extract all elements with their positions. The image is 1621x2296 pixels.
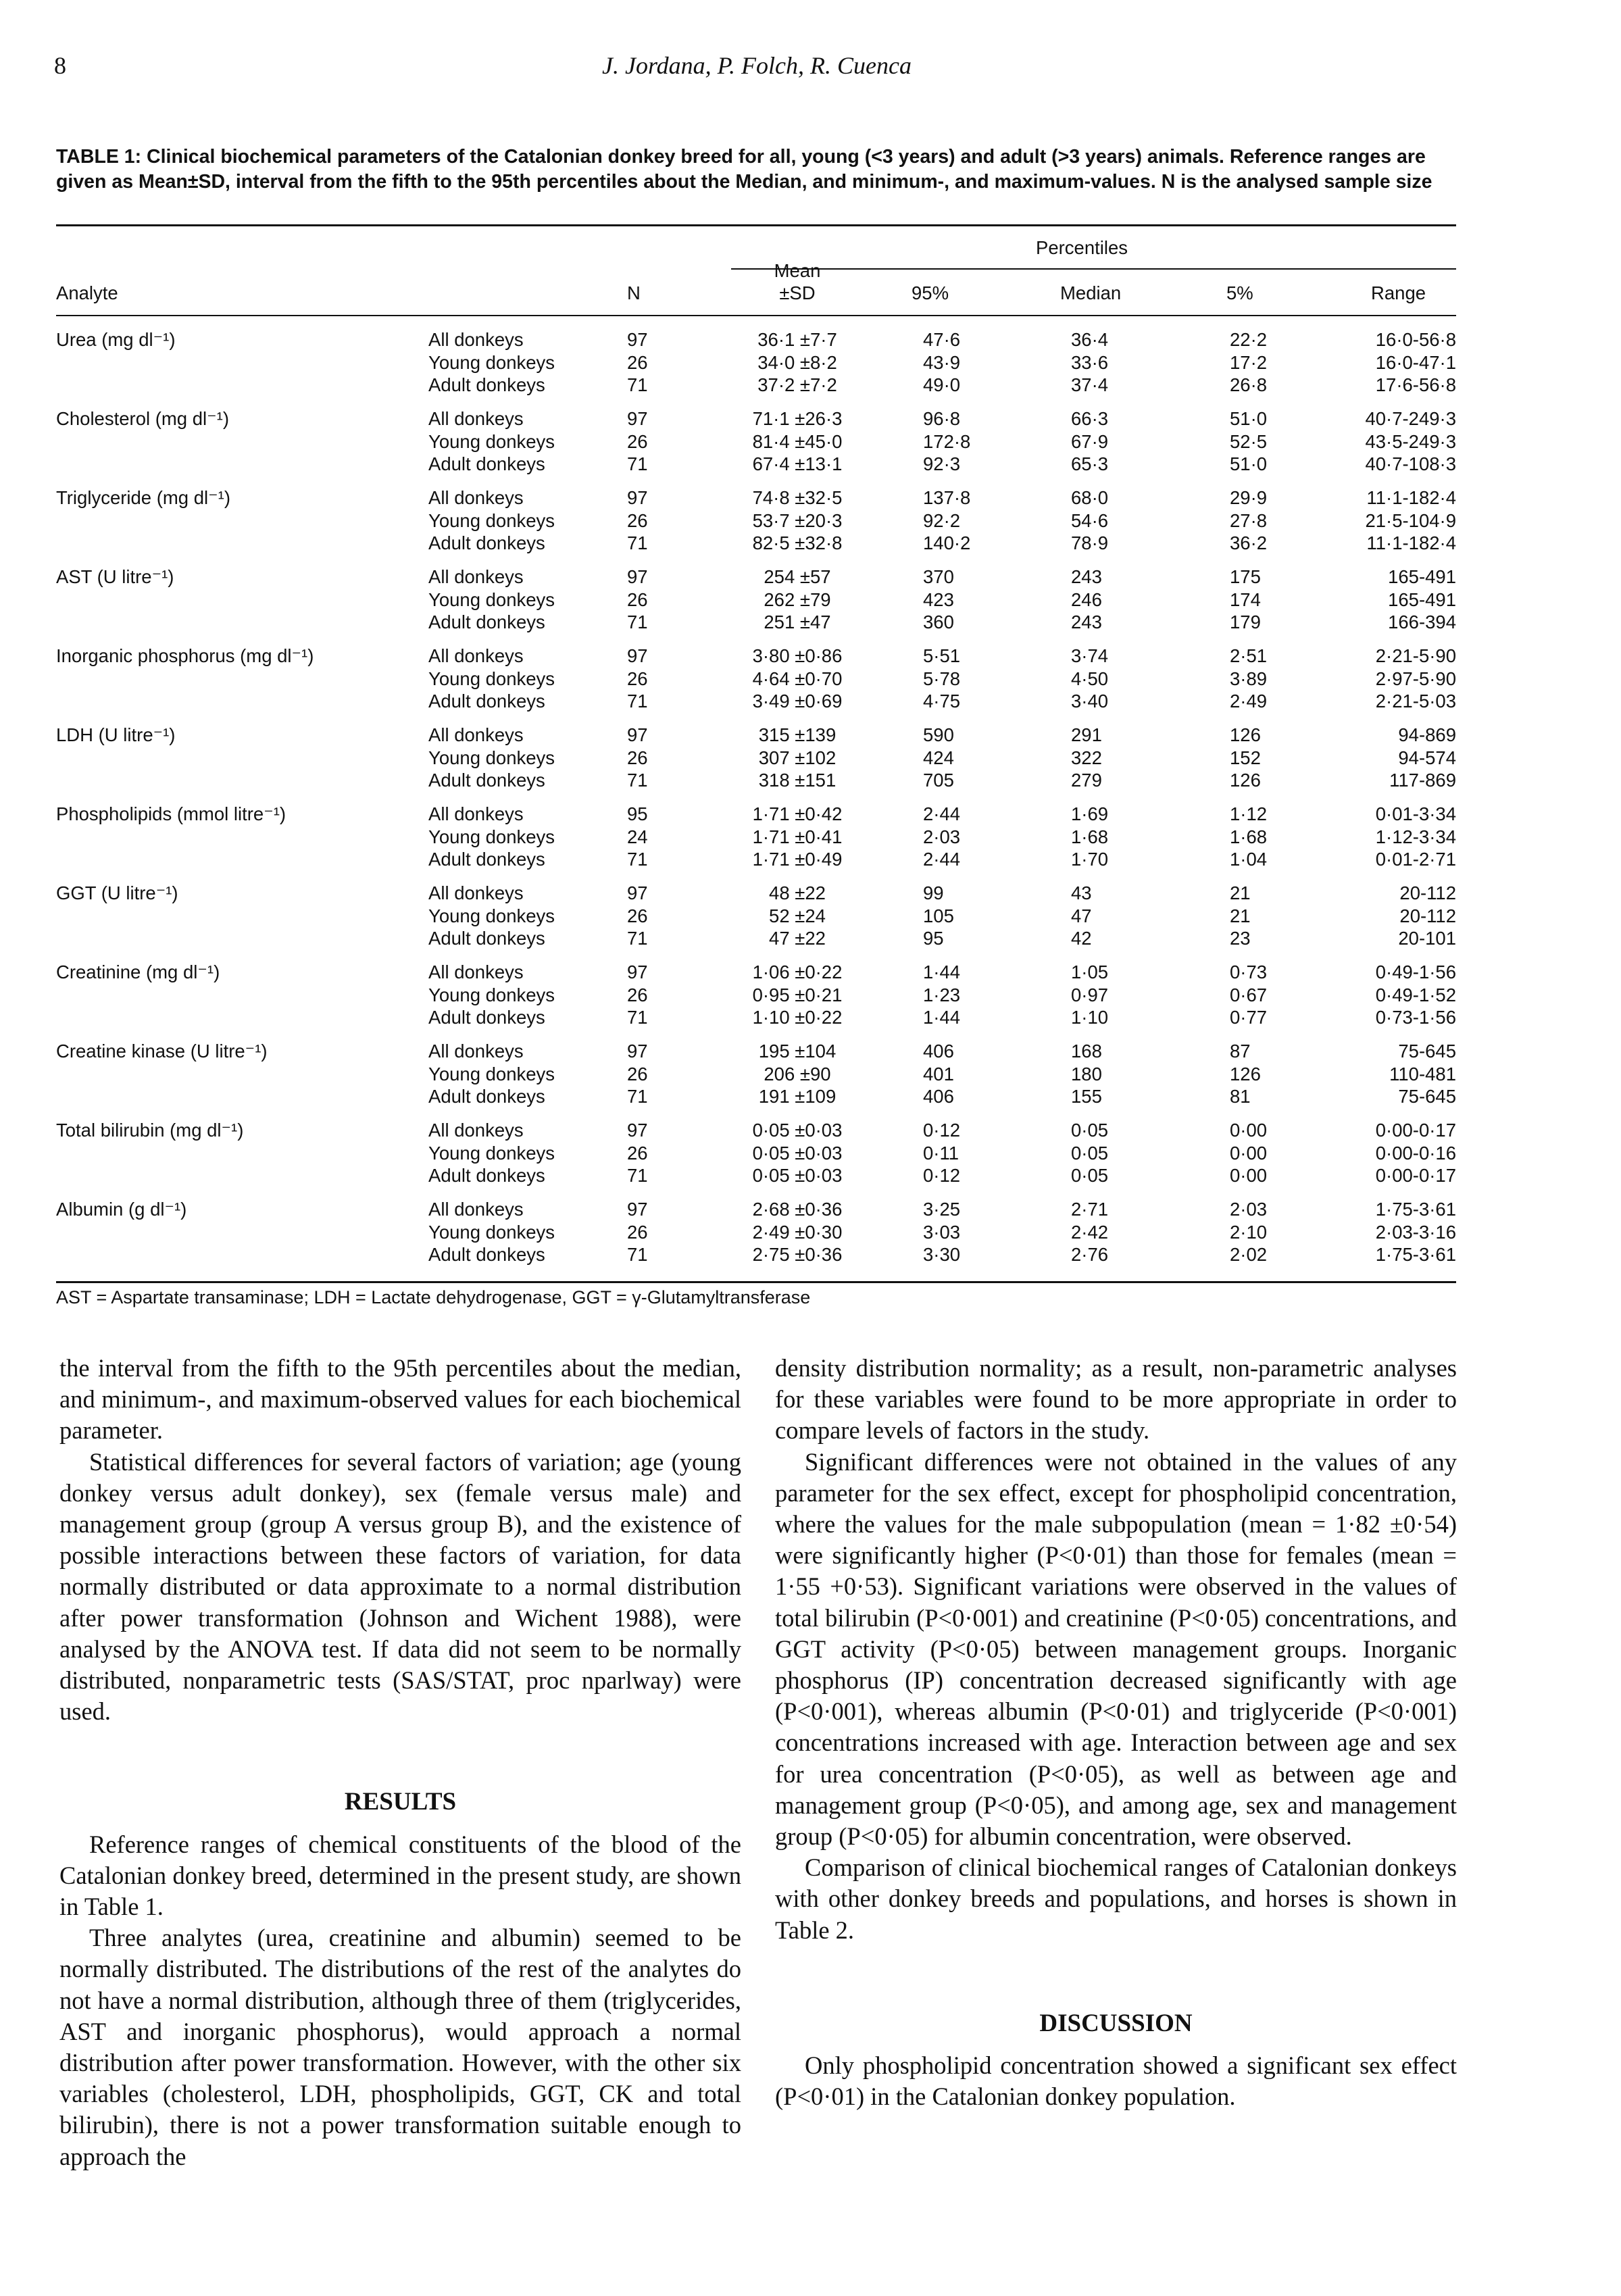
table-cell-range: 165-491 bbox=[1388, 589, 1456, 610]
table-cell-p5: 36·2 bbox=[1230, 532, 1268, 554]
table-cell-p5: 0·00 bbox=[1230, 1165, 1268, 1187]
table-cell-mean: 0·95 ±0·21 bbox=[752, 984, 843, 1005]
table-cell-group: All donkeys bbox=[428, 882, 524, 903]
table-cell-p95: 1·23 bbox=[923, 984, 961, 1005]
table-cell-mean: 71·1 ±26·3 bbox=[752, 408, 843, 429]
table-cell-median: 291 bbox=[1071, 724, 1102, 745]
table-cell-median: 1·68 bbox=[1071, 826, 1109, 847]
table-cell-group: All donkeys bbox=[428, 724, 524, 745]
table-cell-range: 21·5-104·9 bbox=[1365, 509, 1456, 531]
table-cell-range: 16·0-56·8 bbox=[1375, 329, 1456, 350]
table-cell-p95: 406 bbox=[923, 1041, 954, 1062]
table-cell-p5: 51·0 bbox=[1230, 453, 1268, 475]
table-cell-range: 2·03-3·16 bbox=[1375, 1221, 1456, 1243]
table-cell-median: 66·3 bbox=[1071, 408, 1109, 429]
table-cell-range: 2·21-5·90 bbox=[1375, 645, 1456, 666]
table-cell-n: 71 bbox=[627, 374, 648, 396]
table-cell-p5: 0·67 bbox=[1230, 984, 1268, 1005]
table-cell-p5: 126 bbox=[1230, 724, 1261, 745]
table-cell-p5: 87 bbox=[1230, 1041, 1251, 1062]
paragraph: the interval from the fifth to the 95th percentiles about the median, and minimum-, and maximum-observed values for each biochemical parameter. bbox=[59, 1354, 741, 1445]
table-cell-range: 16·0-47·1 bbox=[1375, 351, 1456, 373]
table-cell-p95: 0·12 bbox=[923, 1120, 961, 1141]
table-footnote: AST = Aspartate transaminase; LDH = Lactate dehydrogenase, GGT = γ-Glutamyltransferase bbox=[56, 1287, 811, 1307]
table-cell-group: Adult donkeys bbox=[428, 1007, 545, 1028]
table-cell-p5: 81 bbox=[1230, 1086, 1251, 1107]
table-cell-p5: 126 bbox=[1230, 1063, 1261, 1084]
col-header-median: Median bbox=[1060, 282, 1122, 303]
analyte-label: GGT (U litre⁻¹) bbox=[56, 882, 178, 903]
table-cell-median: 246 bbox=[1071, 589, 1102, 610]
table-cell-mean: 2·49 ±0·30 bbox=[752, 1221, 843, 1243]
page-number: 8 bbox=[54, 52, 66, 79]
col-header-range: Range bbox=[1371, 282, 1426, 303]
table-cell-group: Adult donkeys bbox=[428, 928, 545, 949]
table-cell-n: 97 bbox=[627, 645, 648, 666]
table-cell-p95: 2·44 bbox=[923, 849, 961, 870]
table-cell-p95: 3·30 bbox=[923, 1244, 961, 1266]
table-cell-mean: 251 ±47 bbox=[764, 612, 831, 633]
table-cell-range: 20-101 bbox=[1398, 928, 1456, 949]
analyte-label: Creatinine (mg dl⁻¹) bbox=[56, 962, 220, 982]
table-cell-median: 0·05 bbox=[1071, 1120, 1109, 1141]
table-cell-p95: 424 bbox=[923, 747, 954, 768]
table-cell-n: 26 bbox=[627, 589, 648, 610]
table-cell-range: 165-491 bbox=[1388, 566, 1456, 587]
table-cell-p5: 0·00 bbox=[1230, 1120, 1268, 1141]
table-cell-p5: 152 bbox=[1230, 747, 1261, 768]
analyte-label: Creatine kinase (U litre⁻¹) bbox=[56, 1041, 268, 1062]
table-cell-range: 20-112 bbox=[1399, 882, 1456, 903]
table-cell-p5: 52·5 bbox=[1230, 430, 1268, 452]
table-cell-range: 94-574 bbox=[1398, 747, 1456, 768]
table-cell-p5: 0·77 bbox=[1230, 1007, 1268, 1028]
text-column-left bbox=[59, 1353, 741, 2172]
table-cell-mean: 206 ±90 bbox=[764, 1063, 831, 1084]
table-cell-n: 97 bbox=[627, 566, 648, 587]
table-cell-median: 0·97 bbox=[1071, 984, 1109, 1005]
table-cell-group: All donkeys bbox=[428, 1199, 524, 1220]
table-cell-n: 71 bbox=[627, 1165, 648, 1187]
table-cell-n: 95 bbox=[627, 803, 648, 824]
table-cell-n: 26 bbox=[627, 1142, 648, 1164]
table-cell-n: 97 bbox=[627, 962, 648, 982]
table-cell-mean: 1·06 ±0·22 bbox=[752, 962, 843, 982]
table-cell-p5: 21 bbox=[1230, 905, 1251, 926]
table-cell-mean: 315 ±139 bbox=[758, 724, 837, 745]
table-cell-mean: 37·2 ±7·2 bbox=[757, 374, 837, 396]
table-cell-group: All donkeys bbox=[428, 487, 524, 508]
table-cell-group: Young donkeys bbox=[428, 589, 555, 610]
table-cell-n: 26 bbox=[627, 509, 648, 531]
table-cell-range: 43·5-249·3 bbox=[1365, 430, 1456, 452]
paragraph: Significant differences were not obtained in the values of any parameter for the sex effect, except for phospholipid concentration, where the values for the male subpopulation (mean = 1·82 ±0·54) were significantly higher (P<0·01) than those for females (mean = 1·55 +0·53). Significant variations were observed in the values of total bilirubin (P<0·001) and creatinine (P<0·05) concentrations, and GGT activity (P<0·05) between management groups. Inorganic phosphorus (IP) concentration decreased significantly with age (P<0·001), whereas albumin (P<0·01) and triglyceride (P<0·001) concentrations increased with age. Interaction between age and sex for urea concentration (P<0·05), as well as between age and management group (P<0·05), and among age, sex and management group (P<0·05) for albumin concentration, were observed. bbox=[775, 1447, 1457, 1851]
table-cell-p95: 92·3 bbox=[923, 453, 961, 475]
col-header-analyte: Analyte bbox=[56, 282, 118, 303]
table-cell-p95: 1·44 bbox=[923, 962, 961, 982]
table-cell-range: 2·21-5·03 bbox=[1375, 691, 1456, 712]
table-cell-group: Young donkeys bbox=[428, 984, 555, 1005]
table-cell-n: 97 bbox=[627, 1199, 648, 1220]
table-cell-group: Young donkeys bbox=[428, 1063, 555, 1084]
table-cell-mean: 191 ±109 bbox=[758, 1086, 837, 1107]
table-cell-mean: 0·05 ±0·03 bbox=[752, 1165, 843, 1187]
paragraph: Only phospholipid concentration showed a significant sex effect (P<0·01) in the Catalonian donkey population. bbox=[775, 2051, 1457, 2111]
table-cell-mean: 2·75 ±0·36 bbox=[752, 1244, 843, 1266]
table-cell-group: All donkeys bbox=[428, 1120, 524, 1141]
table-cell-p95: 3·25 bbox=[923, 1199, 961, 1220]
table-cell-p95: 2·44 bbox=[923, 803, 961, 824]
table-cell-group: Adult donkeys bbox=[428, 453, 545, 475]
table-cell-group: Young donkeys bbox=[428, 905, 555, 926]
table-cell-p95: 370 bbox=[923, 566, 954, 587]
table-cell-median: 1·70 bbox=[1071, 849, 1109, 870]
table-cell-p95: 0·12 bbox=[923, 1165, 961, 1187]
table-cell-group: All donkeys bbox=[428, 408, 524, 429]
table-cell-range: 11·1-182·4 bbox=[1366, 532, 1456, 554]
table-cell-range: 40·7-108·3 bbox=[1365, 453, 1456, 475]
analyte-label: Total bilirubin (mg dl⁻¹) bbox=[56, 1120, 244, 1141]
col-header-n: N bbox=[627, 282, 641, 303]
table-cell-mean: 47 ±22 bbox=[769, 928, 826, 949]
table-cell-range: 1·75-3·61 bbox=[1375, 1244, 1456, 1266]
table-cell-mean: 82·5 ±32·8 bbox=[752, 532, 843, 554]
table-cell-group: All donkeys bbox=[428, 329, 524, 350]
paragraph: density distribution normality; as a result, non-parametric analyses for these variables were found to be more appropriate in order to compare levels of factors in the study. bbox=[775, 1354, 1457, 1445]
table-cell-n: 71 bbox=[627, 1244, 648, 1266]
table-cell-n: 24 bbox=[627, 826, 648, 847]
col-header-p95: 95% bbox=[912, 282, 949, 303]
table-cell-p95: 423 bbox=[923, 589, 954, 610]
table-cell-n: 97 bbox=[627, 724, 648, 745]
table-cell-n: 26 bbox=[627, 1063, 648, 1084]
table-cell-median: 36·4 bbox=[1071, 329, 1109, 350]
section-heading-results: RESULTS bbox=[344, 1788, 457, 1816]
table-cell-median: 0·05 bbox=[1071, 1142, 1109, 1164]
table-cell-median: 1·05 bbox=[1071, 962, 1109, 982]
table-cell-median: 2·71 bbox=[1071, 1199, 1109, 1220]
table-caption: TABLE 1: Clinical biochemical parameters of the Catalonian donkey breed for all, young (<3 years) and adult (>3 years) animals. Reference ranges are given as Mean±SD, interval from the fifth to the 95th percentiles about the Median, and minimum-, and maximum-values. N is the analysed sample size bbox=[56, 146, 1432, 193]
table-cell-p95: 43·9 bbox=[923, 351, 961, 373]
table-cell-group: Young donkeys bbox=[428, 509, 555, 531]
table-cell-p5: 0·00 bbox=[1230, 1142, 1268, 1164]
table-cell-median: 155 bbox=[1071, 1086, 1102, 1107]
table-cell-p5: 2·03 bbox=[1230, 1199, 1268, 1220]
table-cell-n: 71 bbox=[627, 770, 648, 791]
table-cell-group: Young donkeys bbox=[428, 1221, 555, 1243]
table-cell-median: 180 bbox=[1071, 1063, 1102, 1084]
table-cell-group: Young donkeys bbox=[428, 826, 555, 847]
table-cell-median: 1·69 bbox=[1071, 803, 1109, 824]
table-cell-p5: 175 bbox=[1230, 566, 1261, 587]
table-cell-p95: 96·8 bbox=[923, 408, 961, 429]
table-cell-median: 322 bbox=[1071, 747, 1102, 768]
table-cell-median: 4·50 bbox=[1071, 668, 1109, 689]
table-cell-range: 1·12-3·34 bbox=[1375, 826, 1456, 847]
table-cell-p5: 126 bbox=[1230, 770, 1261, 791]
table-cell-mean: 262 ±79 bbox=[764, 589, 831, 610]
percentiles-rule bbox=[731, 268, 1456, 270]
table-cell-median: 243 bbox=[1071, 566, 1102, 587]
table-cell-p5: 26·8 bbox=[1230, 374, 1268, 396]
table-cell-range: 166-394 bbox=[1388, 612, 1456, 633]
table-cell-p5: 23 bbox=[1230, 928, 1251, 949]
table-cell-n: 26 bbox=[627, 430, 648, 452]
table-cell-mean: 1·71 ±0·49 bbox=[752, 849, 843, 870]
table-cell-range: 1·75-3·61 bbox=[1375, 1199, 1456, 1220]
table-cell-group: Adult donkeys bbox=[428, 1086, 545, 1107]
section-heading-discussion: DISCUSSION bbox=[1039, 2009, 1193, 2037]
table-cell-mean: 307 ±102 bbox=[758, 747, 837, 768]
table-cell-p95: 95 bbox=[923, 928, 944, 949]
col-header-sd: ±SD bbox=[779, 282, 816, 303]
paragraph: Comparison of clinical biochemical ranges of Catalonian donkeys with other donkey breeds and populations, and horses is shown in Table 2. bbox=[775, 1853, 1457, 1944]
table-cell-group: All donkeys bbox=[428, 803, 524, 824]
table-cell-median: 42 bbox=[1071, 928, 1092, 949]
table-cell-p5: 17·2 bbox=[1230, 351, 1268, 373]
table-cell-range: 0·49-1·52 bbox=[1375, 984, 1456, 1005]
analyte-label: Triglyceride (mg dl⁻¹) bbox=[56, 487, 230, 508]
table-cell-n: 97 bbox=[627, 882, 648, 903]
table-cell-n: 71 bbox=[627, 453, 648, 475]
table-cell-median: 43 bbox=[1071, 882, 1092, 903]
table-cell-p5: 2·51 bbox=[1230, 645, 1268, 666]
table-cell-p5: 179 bbox=[1230, 612, 1261, 633]
table-cell-median: 65·3 bbox=[1071, 453, 1109, 475]
table-cell-n: 71 bbox=[627, 928, 648, 949]
table-cell-p95: 1·44 bbox=[923, 1007, 961, 1028]
table-cell-range: 75-645 bbox=[1398, 1086, 1456, 1107]
table-cell-n: 26 bbox=[627, 1221, 648, 1243]
table-cell-n: 26 bbox=[627, 668, 648, 689]
table-cell-p5: 51·0 bbox=[1230, 408, 1268, 429]
table-cell-range: 2·97-5·90 bbox=[1375, 668, 1456, 689]
table-cell-n: 97 bbox=[627, 487, 648, 508]
table-cell-group: Adult donkeys bbox=[428, 770, 545, 791]
table-cell-range: 17·6-56·8 bbox=[1375, 374, 1456, 396]
table-cell-p5: 2·02 bbox=[1230, 1244, 1268, 1266]
table-cell-group: Adult donkeys bbox=[428, 612, 545, 633]
analyte-label: AST (U litre⁻¹) bbox=[56, 566, 174, 587]
table-cell-n: 26 bbox=[627, 905, 648, 926]
table-cell-group: Adult donkeys bbox=[428, 374, 545, 396]
table-cell-range: 0·00-0·16 bbox=[1375, 1142, 1456, 1164]
table-cell-p5: 21 bbox=[1230, 882, 1251, 903]
table-cell-p95: 360 bbox=[923, 612, 954, 633]
table-cell-range: 0·00-0·17 bbox=[1375, 1165, 1456, 1187]
table-cell-n: 71 bbox=[627, 532, 648, 554]
table-cell-p95: 4·75 bbox=[923, 691, 961, 712]
paragraph: Three analytes (urea, creatinine and albumin) seemed to be normally distributed. The distributions of the rest of the analytes do not have a normal distribution, although three of them (triglycerides, AST and inorganic phosphorus), would approach a normal distribution after power transformation. However, with the other six variables (cholesterol, LDH, phospholipids, GGT, CK and total bilirubin), there is not a power transformation suitable enough to approach the bbox=[59, 1924, 741, 2170]
table-cell-n: 97 bbox=[627, 329, 648, 350]
table-cell-mean: 1·71 ±0·41 bbox=[752, 826, 843, 847]
table-cell-p95: 172·8 bbox=[923, 430, 971, 452]
table-cell-p5: 1·68 bbox=[1230, 826, 1268, 847]
table-cell-mean: 1·10 ±0·22 bbox=[752, 1007, 843, 1028]
analyte-label: Urea (mg dl⁻¹) bbox=[56, 329, 176, 350]
table-cell-p95: 105 bbox=[923, 905, 954, 926]
table-cell-p5: 27·8 bbox=[1230, 509, 1268, 531]
table-cell-n: 26 bbox=[627, 747, 648, 768]
table-cell-range: 20-112 bbox=[1399, 905, 1456, 926]
table-cell-range: 94-869 bbox=[1398, 724, 1456, 745]
table-cell-mean: 3·49 ±0·69 bbox=[752, 691, 843, 712]
table-cell-group: All donkeys bbox=[428, 566, 524, 587]
table-cell-mean: 0·05 ±0·03 bbox=[752, 1120, 843, 1141]
table-cell-p95: 2·03 bbox=[923, 826, 961, 847]
table-cell-group: All donkeys bbox=[428, 962, 524, 982]
table-cell-median: 78·9 bbox=[1071, 532, 1109, 554]
table-cell-p5: 1·12 bbox=[1230, 803, 1268, 824]
table-cell-range: 11·1-182·4 bbox=[1366, 487, 1456, 508]
table-cell-mean: 2·68 ±0·36 bbox=[752, 1199, 843, 1220]
table-cell-n: 71 bbox=[627, 1086, 648, 1107]
col-header-p5: 5% bbox=[1226, 282, 1253, 303]
table-cell-n: 97 bbox=[627, 408, 648, 429]
table-cell-median: 3·40 bbox=[1071, 691, 1109, 712]
table-cell-p95: 5·51 bbox=[923, 645, 961, 666]
table-cell-p95: 406 bbox=[923, 1086, 954, 1107]
paragraph: Statistical differences for several factors of variation; age (young donkey versus adult donkey), sex (female versus male) and management group (group A versus group B), and the existence of possible interactions between these factors of variation, for data normally distributed or data approximate to a normal distribution after power transformation (Johnson and Wichent 1988), were analysed by the ANOVA test. If data did not seem to be normally distributed, nonparametric tests (SAS/STAT, proc nparlway) were used. bbox=[59, 1447, 741, 1726]
table-cell-n: 26 bbox=[627, 351, 648, 373]
table-cell-p95: 3·03 bbox=[923, 1221, 961, 1243]
table-cell-group: All donkeys bbox=[428, 1041, 524, 1062]
table-cell-n: 71 bbox=[627, 1007, 648, 1028]
table-cell-n: 71 bbox=[627, 691, 648, 712]
table-cell-range: 75-645 bbox=[1398, 1041, 1456, 1062]
table-cell-median: 67·9 bbox=[1071, 430, 1109, 452]
table-cell-p5: 2·49 bbox=[1230, 691, 1268, 712]
table-cell-p95: 590 bbox=[923, 724, 954, 745]
table-cell-n: 97 bbox=[627, 1041, 648, 1062]
text-column-right bbox=[775, 1353, 1457, 2112]
table-cell-p95: 401 bbox=[923, 1063, 954, 1084]
table-cell-group: Adult donkeys bbox=[428, 849, 545, 870]
table-cell-median: 47 bbox=[1071, 905, 1092, 926]
table-cell-median: 243 bbox=[1071, 612, 1102, 633]
table-cell-median: 2·76 bbox=[1071, 1244, 1109, 1266]
table-cell-mean: 34·0 ±8·2 bbox=[757, 351, 837, 373]
table-cell-range: 0·73-1·56 bbox=[1375, 1007, 1456, 1028]
table-cell-median: 54·6 bbox=[1071, 509, 1109, 531]
percentiles-label: Percentiles bbox=[1036, 237, 1128, 258]
table-cell-median: 33·6 bbox=[1071, 351, 1109, 373]
table-cell-group: Adult donkeys bbox=[428, 1244, 545, 1266]
table-cell-p95: 99 bbox=[923, 882, 944, 903]
table-cell-n: 97 bbox=[627, 1120, 648, 1141]
table-cell-p5: 2·10 bbox=[1230, 1221, 1268, 1243]
table-cell-group: Young donkeys bbox=[428, 668, 555, 689]
table-cell-mean: 254 ±57 bbox=[764, 566, 831, 587]
table-cell-n: 71 bbox=[627, 849, 648, 870]
table-cell-group: Young donkeys bbox=[428, 1142, 555, 1164]
table-cell-p95: 140·2 bbox=[923, 532, 971, 554]
table-cell-median: 279 bbox=[1071, 770, 1102, 791]
table-cell-group: Adult donkeys bbox=[428, 532, 545, 554]
table-cell-mean: 52 ±24 bbox=[769, 905, 826, 926]
table-cell-group: All donkeys bbox=[428, 645, 524, 666]
table-cell-range: 0·49-1·56 bbox=[1375, 962, 1456, 982]
table-cell-p95: 5·78 bbox=[923, 668, 961, 689]
analyte-label: LDH (U litre⁻¹) bbox=[56, 724, 176, 745]
table-cell-mean: 48 ±22 bbox=[769, 882, 826, 903]
table-cell-mean: 81·4 ±45·0 bbox=[752, 430, 843, 452]
table-cell-p5: 0·73 bbox=[1230, 962, 1268, 982]
table-cell-mean: 195 ±104 bbox=[758, 1041, 837, 1062]
table-cell-mean: 4·64 ±0·70 bbox=[752, 668, 843, 689]
col-header-mean: Mean bbox=[774, 260, 821, 281]
table-cell-group: Young donkeys bbox=[428, 747, 555, 768]
table-cell-median: 3·74 bbox=[1071, 645, 1109, 666]
table-cell-range: 110-481 bbox=[1389, 1063, 1456, 1084]
table-cell-range: 0·01-3·34 bbox=[1375, 803, 1456, 824]
table-cell-mean: 1·71 ±0·42 bbox=[752, 803, 843, 824]
table-cell-p95: 47·6 bbox=[923, 329, 961, 350]
table-cell-range: 117-869 bbox=[1389, 770, 1456, 791]
running-title: J. Jordana, P. Folch, R. Cuenca bbox=[602, 52, 912, 79]
table-cell-mean: 67·4 ±13·1 bbox=[752, 453, 843, 475]
table-cell-mean: 3·80 ±0·86 bbox=[752, 645, 843, 666]
analyte-label: Phospholipids (mmol litre⁻¹) bbox=[56, 803, 286, 824]
table-cell-median: 1·10 bbox=[1071, 1007, 1109, 1028]
table-cell-mean: 36·1 ±7·7 bbox=[757, 329, 837, 350]
paragraph: Reference ranges of chemical constituents of the blood of the Catalonian donkey breed, determined in the present study, are shown in Table 1. bbox=[59, 1830, 741, 1921]
table-cell-p95: 705 bbox=[923, 770, 954, 791]
table-cell-mean: 0·05 ±0·03 bbox=[752, 1142, 843, 1164]
table-cell-p5: 3·89 bbox=[1230, 668, 1268, 689]
table-cell-group: Young donkeys bbox=[428, 351, 555, 373]
analyte-label: Inorganic phosphorus (mg dl⁻¹) bbox=[56, 645, 314, 666]
table-cell-group: Adult donkeys bbox=[428, 1165, 545, 1187]
table-cell-median: 2·42 bbox=[1071, 1221, 1109, 1243]
table-cell-p5: 22·2 bbox=[1230, 329, 1268, 350]
table-cell-median: 37·4 bbox=[1071, 374, 1109, 396]
table-cell-p95: 49·0 bbox=[923, 374, 961, 396]
table-cell-range: 0·01-2·71 bbox=[1375, 849, 1456, 870]
table-cell-median: 168 bbox=[1071, 1041, 1102, 1062]
table-cell-p5: 29·9 bbox=[1230, 487, 1268, 508]
table-cell-median: 0·05 bbox=[1071, 1165, 1109, 1187]
table-cell-mean: 318 ±151 bbox=[758, 770, 837, 791]
table-cell-n: 26 bbox=[627, 984, 648, 1005]
table-cell-range: 0·00-0·17 bbox=[1375, 1120, 1456, 1141]
table-cell-p95: 92·2 bbox=[923, 509, 961, 531]
table-cell-median: 68·0 bbox=[1071, 487, 1109, 508]
table-cell-mean: 53·7 ±20·3 bbox=[752, 509, 843, 531]
table-cell-range: 40·7-249·3 bbox=[1365, 408, 1456, 429]
table-cell-group: Young donkeys bbox=[428, 430, 555, 452]
table-cell-mean: 74·8 ±32·5 bbox=[752, 487, 843, 508]
table-cell-p95: 0·11 bbox=[923, 1142, 959, 1164]
analyte-label: Albumin (g dl⁻¹) bbox=[56, 1199, 187, 1220]
table-cell-n: 71 bbox=[627, 612, 648, 633]
table-cell-group: Adult donkeys bbox=[428, 691, 545, 712]
analyte-label: Cholesterol (mg dl⁻¹) bbox=[56, 408, 229, 429]
table-cell-p5: 174 bbox=[1230, 589, 1261, 610]
table-cell-p5: 1·04 bbox=[1230, 849, 1268, 870]
table-cell-p95: 137·8 bbox=[923, 487, 971, 508]
